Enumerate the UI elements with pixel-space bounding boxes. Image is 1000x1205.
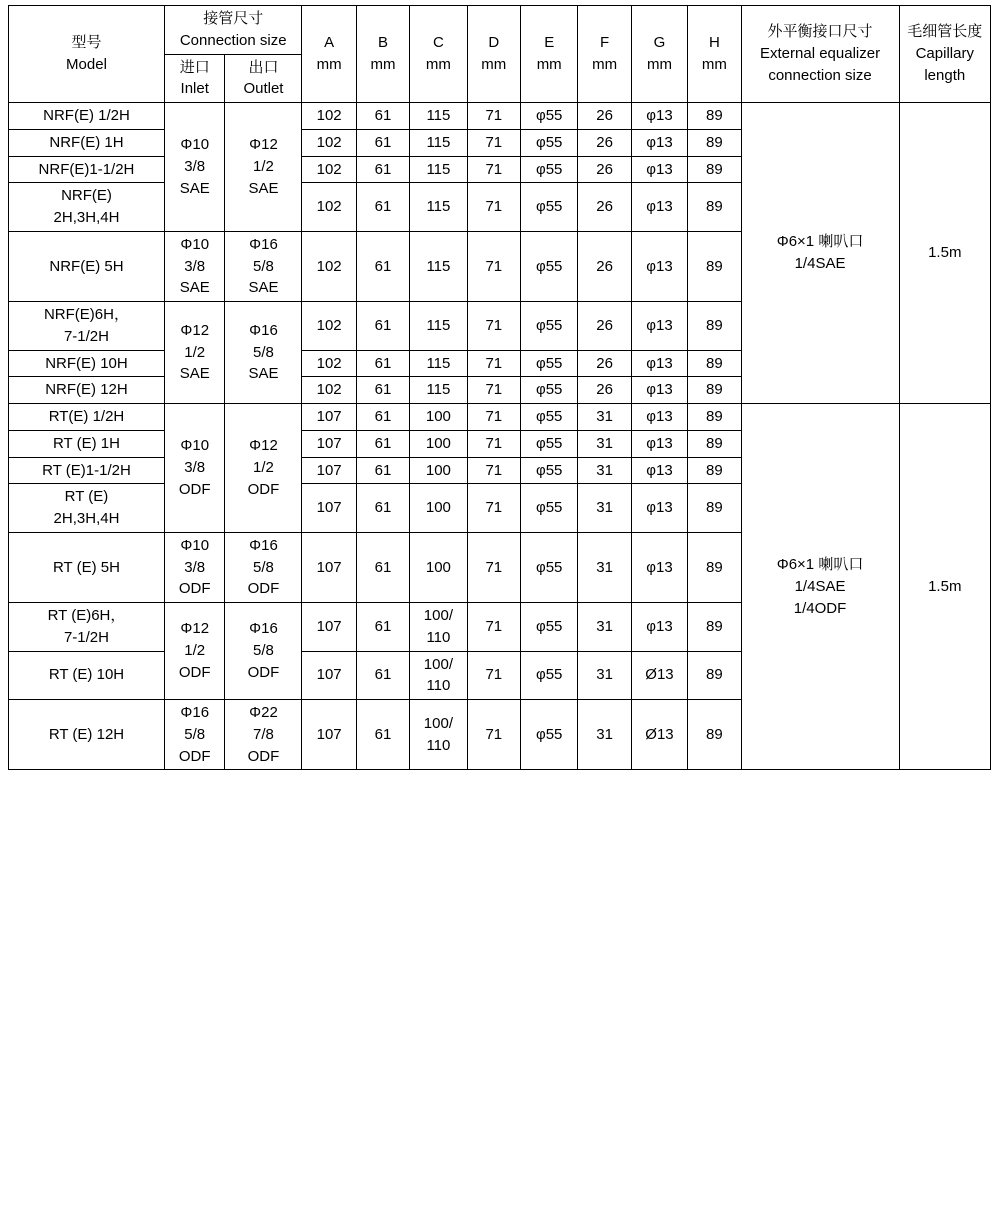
cell-dim-h: 89 xyxy=(688,484,741,533)
cell-dim-d: 71 xyxy=(467,457,520,484)
header-dim-a-letter: A xyxy=(324,34,335,52)
cell-dim-line: 110 xyxy=(426,628,451,646)
cell-dim-h: 89 xyxy=(688,377,741,404)
cell-dim-line: 100/ xyxy=(423,607,453,624)
cell-dim-b: 61 xyxy=(356,231,409,301)
cell-outlet xyxy=(225,302,302,404)
header-dim-g-unit: mm xyxy=(646,56,672,73)
cell-outlet-line: 5/8 xyxy=(253,343,274,361)
header-dim-h xyxy=(688,6,741,103)
cell-outlet-line: 5/8 xyxy=(253,558,274,576)
cell-dim-f: 26 xyxy=(578,183,631,232)
cell-dim-a: 107 xyxy=(302,404,356,431)
header-capillary-cn: 毛细管长度 xyxy=(907,23,983,41)
cell-capillary: 1.5m xyxy=(899,404,990,770)
cell-outlet-line: Φ22 xyxy=(249,704,278,721)
cell-dim-e: φ55 xyxy=(520,603,577,652)
cell-dim-d: 71 xyxy=(467,377,520,404)
header-dim-f xyxy=(578,6,631,103)
cell-model: NRF(E) 12H xyxy=(9,377,165,404)
cell-dim-c: 115 xyxy=(410,156,467,183)
header-dim-a-unit: mm xyxy=(316,56,342,73)
cell-dim-f: 31 xyxy=(578,457,631,484)
cell-dim-a: 107 xyxy=(302,484,356,533)
cell-model: RT(E) 1/2H xyxy=(9,404,165,431)
cell-dim-a: 102 xyxy=(302,129,356,156)
cell-dim-line: 100/ xyxy=(423,714,453,732)
cell-dim-e: φ55 xyxy=(520,700,577,770)
cell-dim-d: 71 xyxy=(467,103,520,130)
cell-outlet xyxy=(225,103,302,232)
header-inlet-en: Inlet xyxy=(180,80,209,98)
cell-dim-h: 89 xyxy=(688,103,741,130)
cell-equalizer-line: Φ6×1 喇叭口 xyxy=(776,233,864,251)
cell-dim-a: 102 xyxy=(302,156,356,183)
header-dim-h-unit: mm xyxy=(701,56,727,73)
cell-dim-h: 89 xyxy=(688,700,741,770)
cell-dim-b: 61 xyxy=(356,457,409,484)
header-outlet xyxy=(225,54,302,103)
cell-model-line: NRF(E)6H， xyxy=(43,306,129,323)
cell-dim-b: 61 xyxy=(356,377,409,404)
cell-dim-c: 100 xyxy=(410,404,467,431)
header-dim-e-unit: mm xyxy=(536,56,562,73)
cell-outlet-line: Φ12 xyxy=(249,437,278,455)
table-row xyxy=(9,103,991,130)
header-dim-e xyxy=(520,6,577,103)
cell-equalizer xyxy=(741,103,899,404)
cell-dim-f: 26 xyxy=(578,231,631,301)
cell-dim-a: 107 xyxy=(302,532,356,602)
header-dim-c-letter: C xyxy=(432,34,444,52)
cell-dim-d: 71 xyxy=(467,129,520,156)
cell-dim-a: 102 xyxy=(302,103,356,130)
cell-dim-b: 61 xyxy=(356,183,409,232)
cell-dim-a: 102 xyxy=(302,377,356,404)
cell-model xyxy=(9,302,165,351)
cell-dim-c: 115 xyxy=(410,377,467,404)
cell-dim-d: 71 xyxy=(467,156,520,183)
cell-dim-e: φ55 xyxy=(520,377,577,404)
cell-dim-h: 89 xyxy=(688,430,741,457)
cell-dim-g: φ13 xyxy=(631,484,687,533)
cell-dim-f: 26 xyxy=(578,377,631,404)
cell-dim-line: 110 xyxy=(426,736,451,754)
cell-dim-g: φ13 xyxy=(631,350,687,377)
cell-model-line: 7-1/2H xyxy=(63,327,109,345)
cell-inlet xyxy=(164,404,225,533)
cell-inlet-line: ODF xyxy=(178,580,211,598)
cell-dim-d: 71 xyxy=(467,183,520,232)
cell-dim-a: 107 xyxy=(302,430,356,457)
header-dim-g-letter: G xyxy=(653,34,666,52)
cell-model xyxy=(9,183,165,232)
cell-dim-d: 71 xyxy=(467,430,520,457)
cell-dim-b: 61 xyxy=(356,651,409,700)
cell-dim-e: φ55 xyxy=(520,651,577,700)
cell-model: RT (E) 12H xyxy=(9,700,165,770)
cell-model-line: 2H,3H,4H xyxy=(53,510,120,527)
cell-outlet xyxy=(225,404,302,533)
cell-dim-a: 107 xyxy=(302,603,356,652)
cell-dim-a: 102 xyxy=(302,231,356,301)
cell-inlet-line: 3/8 xyxy=(184,257,206,275)
cell-outlet-line: SAE xyxy=(248,279,279,297)
cell-outlet-line: ODF xyxy=(247,747,280,765)
header-dim-b-letter: B xyxy=(377,34,388,52)
header-outlet-en: Outlet xyxy=(243,80,284,98)
cell-dim-h: 89 xyxy=(688,532,741,602)
cell-inlet xyxy=(164,603,225,700)
cell-model: RT (E) 1H xyxy=(9,430,165,457)
cell-dim-c: 100 xyxy=(410,484,467,533)
header-connection-en: Connection size xyxy=(179,31,287,49)
cell-dim-f: 31 xyxy=(578,484,631,533)
cell-dim-g: φ13 xyxy=(631,156,687,183)
header-dim-g xyxy=(631,6,687,103)
cell-inlet-line: 1/2 xyxy=(184,642,206,660)
cell-dim-a: 107 xyxy=(302,457,356,484)
cell-dim-e: φ55 xyxy=(520,532,577,602)
cell-dim-h: 89 xyxy=(688,302,741,351)
cell-dim-d: 71 xyxy=(467,603,520,652)
cell-model: RT (E) 5H xyxy=(9,532,165,602)
cell-dim-e: φ55 xyxy=(520,350,577,377)
cell-equalizer-line: 1/4SAE xyxy=(794,255,846,272)
cell-dim-b: 61 xyxy=(356,484,409,533)
cell-inlet-line: SAE xyxy=(179,279,210,297)
cell-dim-a: 102 xyxy=(302,350,356,377)
cell-dim-h: 89 xyxy=(688,183,741,232)
cell-dim-g: φ13 xyxy=(631,457,687,484)
cell-inlet xyxy=(164,231,225,301)
cell-dim-c: 115 xyxy=(410,302,467,351)
cell-dim-b: 61 xyxy=(356,700,409,770)
header-equalizer-en: External equalizer connection size xyxy=(760,45,881,84)
cell-dim-f: 26 xyxy=(578,350,631,377)
cell-inlet-line: ODF xyxy=(178,747,211,765)
cell-dim-e: φ55 xyxy=(520,457,577,484)
header-dim-f-unit: mm xyxy=(592,56,618,73)
cell-dim-c: 100 xyxy=(410,457,467,484)
cell-dim-d: 71 xyxy=(467,484,520,533)
cell-dim-g: φ13 xyxy=(631,103,687,130)
cell-inlet-line: 5/8 xyxy=(184,725,206,743)
cell-outlet-line: 7/8 xyxy=(253,725,274,743)
header-outlet-cn: 出口 xyxy=(248,58,279,76)
cell-model-line: NRF(E) xyxy=(61,187,112,205)
cell-dim-b: 61 xyxy=(356,404,409,431)
header-connection-cn: 接管尺寸 xyxy=(203,10,264,27)
cell-outlet xyxy=(225,700,302,770)
cell-dim-g: φ13 xyxy=(631,183,687,232)
cell-equalizer-line: 1/4SAE xyxy=(794,577,846,595)
header-equalizer-cn: 外平衡接口尺寸 xyxy=(767,23,873,41)
table-header xyxy=(9,6,991,103)
cell-model: NRF(E)1-1/2H xyxy=(9,156,165,183)
cell-dim-b: 61 xyxy=(356,156,409,183)
cell-model xyxy=(9,484,165,533)
table-row xyxy=(9,404,991,431)
cell-inlet-line: Φ12 xyxy=(180,620,210,638)
cell-model: NRF(E) 5H xyxy=(9,231,165,301)
cell-inlet-line: ODF xyxy=(178,480,211,498)
cell-outlet-line: ODF xyxy=(247,480,280,498)
cell-dim-h: 89 xyxy=(688,156,741,183)
cell-inlet-line: SAE xyxy=(179,365,210,383)
cell-outlet-line: SAE xyxy=(248,365,279,383)
table-body xyxy=(9,103,991,770)
cell-equalizer-line: Φ6×1 喇叭口 xyxy=(776,556,864,573)
cell-dim-b: 61 xyxy=(356,350,409,377)
cell-equalizer xyxy=(741,404,899,770)
cell-dim-c: 115 xyxy=(410,231,467,301)
cell-outlet-line: Φ16 xyxy=(249,321,278,339)
cell-dim-c xyxy=(410,603,467,652)
cell-dim-line: 110 xyxy=(426,677,451,695)
cell-dim-g: φ13 xyxy=(631,302,687,351)
cell-dim-c: 115 xyxy=(410,103,467,130)
header-dim-d-unit: mm xyxy=(481,56,507,73)
cell-dim-f: 26 xyxy=(578,302,631,351)
cell-dim-h: 89 xyxy=(688,129,741,156)
header-dim-c xyxy=(410,6,467,103)
cell-dim-d: 71 xyxy=(467,231,520,301)
cell-model-line: RT (E)6H， xyxy=(47,607,126,624)
cell-dim-e: φ55 xyxy=(520,103,577,130)
cell-outlet-line: ODF xyxy=(247,663,280,681)
cell-inlet xyxy=(164,700,225,770)
header-model xyxy=(9,6,165,103)
cell-dim-a: 102 xyxy=(302,183,356,232)
cell-inlet xyxy=(164,302,225,404)
cell-outlet-line: Φ16 xyxy=(249,235,278,253)
cell-dim-b: 61 xyxy=(356,430,409,457)
cell-model xyxy=(9,603,165,652)
cell-dim-c: 100 xyxy=(410,532,467,602)
cell-outlet-line: 5/8 xyxy=(253,257,274,275)
cell-dim-e: φ55 xyxy=(520,430,577,457)
cell-dim-h: 89 xyxy=(688,651,741,700)
cell-inlet xyxy=(164,532,225,602)
cell-dim-g: φ13 xyxy=(631,377,687,404)
cell-inlet-line: Φ16 xyxy=(180,704,210,721)
cell-dim-g: φ13 xyxy=(631,231,687,301)
cell-dim-d: 71 xyxy=(467,302,520,351)
cell-dim-e: φ55 xyxy=(520,404,577,431)
cell-dim-h: 89 xyxy=(688,404,741,431)
cell-dim-f: 31 xyxy=(578,603,631,652)
cell-model: RT (E)1-1/2H xyxy=(9,457,165,484)
cell-model: NRF(E) 1/2H xyxy=(9,103,165,130)
cell-dim-f: 31 xyxy=(578,404,631,431)
header-row-1 xyxy=(9,6,991,55)
cell-dim-a: 107 xyxy=(302,651,356,700)
cell-outlet-line: 1/2 xyxy=(253,158,274,175)
cell-inlet-line: 1/2 xyxy=(184,343,206,361)
cell-dim-c: 115 xyxy=(410,183,467,232)
cell-model-line: 7-1/2H xyxy=(63,628,109,646)
header-dim-a xyxy=(302,6,356,103)
cell-dim-f: 26 xyxy=(578,103,631,130)
cell-outlet-line: Φ12 xyxy=(249,136,278,154)
cell-model-line: 2H,3H,4H xyxy=(53,209,120,226)
cell-dim-g: φ13 xyxy=(631,404,687,431)
cell-outlet xyxy=(225,231,302,301)
cell-dim-c xyxy=(410,700,467,770)
cell-dim-d: 71 xyxy=(467,651,520,700)
cell-dim-f: 26 xyxy=(578,129,631,156)
header-equalizer xyxy=(741,6,899,103)
header-dim-e-letter: E xyxy=(544,34,555,52)
cell-outlet-line: ODF xyxy=(247,580,280,598)
header-connection-size xyxy=(164,6,302,55)
cell-dim-a: 102 xyxy=(302,302,356,351)
cell-inlet xyxy=(164,103,225,232)
specification-table xyxy=(8,5,991,770)
cell-dim-c: 115 xyxy=(410,350,467,377)
cell-dim-f: 31 xyxy=(578,430,631,457)
cell-dim-b: 61 xyxy=(356,129,409,156)
header-dim-h-letter: H xyxy=(708,34,720,52)
cell-dim-line: 100/ xyxy=(423,655,453,673)
cell-model: RT (E) 10H xyxy=(9,651,165,700)
cell-inlet-line: SAE xyxy=(179,179,210,197)
cell-inlet-line: Φ10 xyxy=(180,437,210,455)
cell-dim-b: 61 xyxy=(356,603,409,652)
cell-dim-g: Ø13 xyxy=(631,700,687,770)
cell-dim-f: 26 xyxy=(578,156,631,183)
cell-model: NRF(E) 10H xyxy=(9,350,165,377)
header-dim-b-unit: mm xyxy=(370,56,396,73)
cell-dim-h: 89 xyxy=(688,603,741,652)
cell-dim-e: φ55 xyxy=(520,129,577,156)
header-dim-d xyxy=(467,6,520,103)
cell-outlet-line: 1/2 xyxy=(253,459,274,476)
cell-dim-h: 89 xyxy=(688,231,741,301)
cell-dim-d: 71 xyxy=(467,700,520,770)
cell-dim-c: 115 xyxy=(410,129,467,156)
cell-dim-g: φ13 xyxy=(631,532,687,602)
cell-inlet-line: Φ10 xyxy=(180,235,210,253)
cell-dim-g: φ13 xyxy=(631,430,687,457)
cell-dim-c xyxy=(410,651,467,700)
cell-dim-f: 31 xyxy=(578,700,631,770)
cell-dim-h: 89 xyxy=(688,350,741,377)
cell-inlet-line: Φ12 xyxy=(180,321,210,339)
cell-inlet-line: 3/8 xyxy=(184,459,206,476)
cell-inlet-line: ODF xyxy=(178,663,211,681)
cell-dim-e: φ55 xyxy=(520,302,577,351)
cell-dim-e: φ55 xyxy=(520,484,577,533)
header-capillary-en: Capillary length xyxy=(915,45,974,84)
cell-dim-g: Ø13 xyxy=(631,651,687,700)
cell-dim-d: 71 xyxy=(467,404,520,431)
cell-dim-b: 61 xyxy=(356,302,409,351)
header-dim-f-letter: F xyxy=(600,34,610,52)
cell-dim-c: 100 xyxy=(410,430,467,457)
cell-capillary: 1.5m xyxy=(899,103,990,404)
cell-model-line: RT (E) xyxy=(64,488,109,506)
cell-outlet-line: Φ16 xyxy=(249,620,278,638)
cell-dim-f: 31 xyxy=(578,532,631,602)
cell-dim-a: 107 xyxy=(302,700,356,770)
cell-outlet-line: SAE xyxy=(248,179,279,197)
cell-inlet-line: Φ10 xyxy=(180,536,210,554)
header-inlet-cn: 进口 xyxy=(179,58,210,76)
header-model-en: Model xyxy=(66,56,107,73)
cell-equalizer-line: 1/4ODF xyxy=(793,599,847,617)
cell-dim-g: φ13 xyxy=(631,129,687,156)
cell-outlet-line: Φ16 xyxy=(249,536,278,554)
cell-inlet-line: Φ10 xyxy=(180,136,210,154)
cell-outlet xyxy=(225,603,302,700)
cell-dim-b: 61 xyxy=(356,103,409,130)
cell-dim-e: φ55 xyxy=(520,156,577,183)
cell-outlet-line: 5/8 xyxy=(253,642,274,660)
cell-dim-e: φ55 xyxy=(520,231,577,301)
cell-dim-h: 89 xyxy=(688,457,741,484)
header-dim-d-letter: D xyxy=(488,34,500,52)
header-capillary xyxy=(899,6,990,103)
header-dim-b xyxy=(356,6,409,103)
cell-dim-b: 61 xyxy=(356,532,409,602)
cell-dim-d: 71 xyxy=(467,350,520,377)
cell-inlet-line: 3/8 xyxy=(184,558,206,576)
header-model-cn: 型号 xyxy=(71,34,102,52)
cell-inlet-line: 3/8 xyxy=(184,158,206,175)
cell-dim-g: φ13 xyxy=(631,603,687,652)
header-inlet xyxy=(164,54,225,103)
cell-dim-e: φ55 xyxy=(520,183,577,232)
cell-dim-d: 71 xyxy=(467,532,520,602)
cell-dim-f: 31 xyxy=(578,651,631,700)
cell-model: NRF(E) 1H xyxy=(9,129,165,156)
header-dim-c-unit: mm xyxy=(425,56,451,73)
cell-outlet xyxy=(225,532,302,602)
